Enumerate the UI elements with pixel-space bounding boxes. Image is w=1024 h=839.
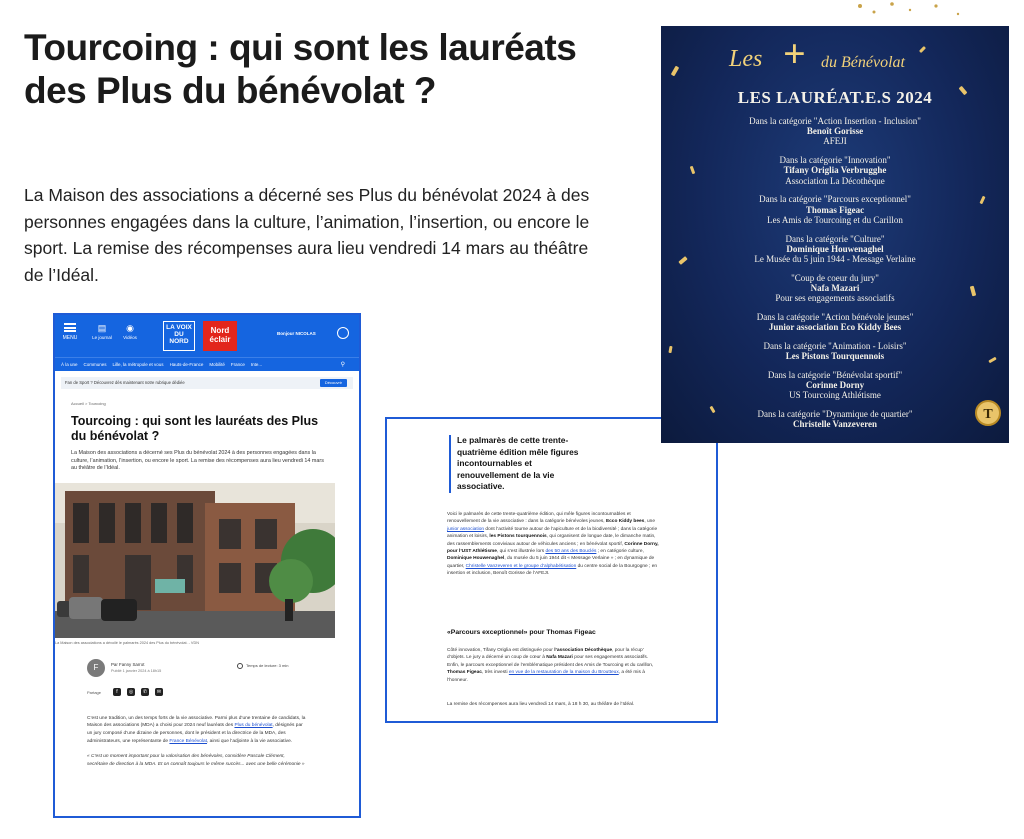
laureate-entry (661, 273, 1009, 304)
nav-item[interactable]: À la une (61, 362, 78, 367)
laureate-org: Le Musée du 5 juin 1944 - Message Verlaine (754, 254, 916, 265)
laureate-entry (661, 234, 1009, 265)
nav-item[interactable]: Lille, la métropole et vous (112, 362, 164, 367)
breadcrumb[interactable]: Accueil > Tourcoing (71, 401, 106, 406)
publish-date: Publié 1 janvier 2024 à 18h15 (111, 668, 162, 673)
text: l’association Décothèque (554, 648, 613, 653)
text: , a été mis à l’honneur. (447, 670, 645, 683)
article-quote: « C’est un moment important pour la valorisation des bénévoles, considère Pascale Clément, secrétaire de direction à la MDA. Et on connaît toujours le même succès... avec une belle cérémonie » (87, 754, 305, 767)
whatsapp-icon[interactable]: ✆ (142, 688, 148, 695)
body-text: , désignés par un jury composé d’une dizaine de personnes, dont le président et la directrice de la MDA, des administrateurs, une représentante de (87, 723, 303, 744)
text: , une (644, 519, 655, 525)
text: , très investi (481, 670, 509, 676)
laureate-category: "Coup de coeur du jury" (791, 272, 879, 283)
text: Ecco Kiddy bees (605, 519, 645, 525)
laureate-name: Corinne Dorny (805, 380, 865, 391)
excerpt-subhead: «Parcours exceptionnel» pour Thomas Figeac (447, 629, 596, 636)
videos-button[interactable] (119, 323, 141, 340)
nav-item[interactable]: Hauts-de-France (169, 362, 204, 367)
laureate-entry (661, 409, 1009, 429)
laureate-category: Dans la catégorie "Action Insertion - Inclusion" (749, 116, 921, 126)
site-header (55, 315, 359, 357)
poster-du-benevolat: du Bénévolat (821, 54, 905, 71)
author-name[interactable]: Par Fanny Sarrot (111, 661, 145, 667)
laureates-poster (661, 26, 1009, 443)
discover-button[interactable]: Découvrir (320, 379, 347, 387)
laureate-name: Junior association Eco Kiddy Bees (768, 322, 902, 333)
text: Thomas Figeac (447, 670, 482, 676)
excerpt-paragraph-2 (447, 647, 661, 684)
page-lede: La Maison des associations a décerné ses Plus du bénévolat 2024 à des personnes engagées dans la culture, l’animation, l’insertion, ou encore le sport. La remise des récompenses aura lieu vendredi 14 mars au théâtre de l’Idéal. (71, 450, 324, 472)
junior-association-link[interactable]: junior association (447, 526, 485, 532)
building-photo (55, 483, 335, 638)
site-nav (55, 357, 359, 371)
excerpt-paragraph-3: La remise des récompenses aura lieu vendredi 14 mars, à 18 h 30, au théâtre de l’Idéal. (447, 702, 635, 707)
text: dont l’activité tourne autour de l’apiculture et de la biodiversité ; dans la catégorie animation et loisirs, (447, 526, 658, 540)
nav-item[interactable]: Inte... (250, 362, 263, 367)
excerpt-paragraph-1 (447, 511, 661, 578)
laureate-name: Tifany Origlia Verbrugghe (783, 165, 887, 176)
menu-button[interactable] (61, 323, 79, 341)
broutteux-link[interactable]: en vue de la restauration de la maison du Broutteux (508, 670, 619, 676)
poster-les: Les (729, 46, 763, 72)
nav-item[interactable]: France (230, 362, 245, 367)
france-benevolat-link[interactable]: France Bénévolat (169, 738, 208, 744)
laureate-org: Les Amis de Tourcoing et du Carillon (767, 214, 903, 225)
text: , qui organisent de longue date, le dimanche matin, des rassemblements conviviaux autour de véhicules anciens ; en bénévolat sportif, (447, 534, 656, 547)
laureate-name: Nafa Mazari (810, 283, 860, 294)
text: , pour la récup’ d’objets. Le jury a décerné un coup de cœur à (447, 648, 644, 661)
text: ; en catégorie culture, (596, 549, 644, 555)
sport-banner (61, 377, 353, 389)
user-greeting[interactable]: Bonjour NICOLAS (277, 331, 316, 336)
clock-icon (237, 663, 243, 669)
videos-label: Vidéos (123, 335, 137, 340)
body-text: , ainsi que l’adjointe à la vie associative. (207, 738, 293, 744)
excerpt-screenshot (385, 417, 718, 723)
laureate-org: Pour ses engagements associatifs (775, 293, 895, 304)
laureate-entry (661, 341, 1009, 361)
laureate-name: Les Pistons Tourquennois (785, 351, 885, 362)
text: , qui s’est illustrée lors (496, 549, 546, 555)
laureate-name: Christelle Vanzeveren (792, 419, 878, 430)
laureate-org: Association La Décothèque (785, 175, 885, 186)
play-icon: ◉ (126, 323, 134, 333)
laureate-name: Thomas Figeac (805, 204, 865, 215)
article-photo (55, 483, 335, 638)
journal-button[interactable] (91, 323, 113, 340)
read-time-label: Temps de lecture: 3 min (246, 662, 289, 668)
text: Voici le palmarès de cette trente-quatrième édition, qui mêle figures incontournables et renouvellement de la vie associative : dans la catégorie bénévoles jeunes, (447, 512, 631, 525)
laureate-entry (661, 370, 1009, 401)
hamburger-icon (64, 323, 76, 332)
laureate-entry (661, 155, 1009, 186)
text: , du musée du 5 juin 1944 dit « Message Verlaine » ; en dynamique de quartier, (447, 556, 655, 569)
author-block (55, 659, 359, 685)
text: Dominique Houwenaghel (447, 556, 505, 562)
laureate-entry (661, 194, 1009, 225)
laureate-entry (661, 116, 1009, 147)
laureate-org: AFEJI (823, 136, 847, 147)
text: Corinne Dorny, pour l’UST Athlétisme (447, 541, 659, 555)
laureate-category: Dans la catégorie "Parcours exceptionnel" (759, 194, 911, 205)
alphabetisation-link[interactable]: Christelle Vanzeveren et le groupe d’alphabétisation (465, 563, 577, 569)
medal-icon: T (975, 400, 1001, 426)
page-title: Tourcoing : qui sont les lauréats des Plus du bénévolat ? (71, 414, 319, 443)
text: pour ses engagements associatifs. Enfin, le parcours exceptionnel de l’emblématique président des Amis de Tourcoing et du carillon, (447, 655, 654, 668)
laureate-org: US Tourcoing Athlétisme (789, 390, 881, 401)
laureate-category: Dans la catégorie "Animation - Loisirs" (763, 341, 907, 352)
search-icon[interactable]: ⚲ (340, 362, 345, 368)
pullquote: Le palmarès de cette trente-quatrième édition mêle figures incontournables et renouvellement de la vie associative. (449, 435, 579, 493)
laureate-name: Benoît Gorisse (806, 126, 864, 137)
nav-item[interactable]: Communes (83, 362, 107, 367)
poster-title: LES LAURÉAT.E.S 2024 (737, 88, 933, 107)
text: les Pistons tourquennois (489, 534, 547, 540)
user-icon[interactable] (337, 327, 349, 339)
article-body (87, 715, 307, 745)
laureate-entry (661, 312, 1009, 332)
nav-item[interactable]: Mobilité (209, 362, 225, 367)
menu-label: MENU (62, 335, 78, 341)
site-screenshot (53, 313, 361, 818)
article-headline: Tourcoing : qui sont les lauréats des Plus du bénévolat ? (24, 27, 577, 111)
avatar[interactable]: F (87, 659, 105, 677)
journal-label: Le journal (92, 335, 112, 340)
laureate-category: Dans la catégorie "Bénévolat sportif" (767, 370, 903, 381)
share-label: Partage (87, 689, 102, 695)
laureate-category: Dans la catégorie "Innovation" (779, 155, 891, 166)
share-bar (55, 687, 359, 699)
banner-text: Fan de Sport ? Découvrez dès maintenant notre rubrique dédiée (65, 380, 185, 385)
sparkle-icon (840, 0, 970, 22)
text: Côté innovation, Tifany Origlia est distinguée pour (447, 648, 555, 653)
voix-du-nord-logo[interactable]: LA VOIX DU NORD (163, 321, 195, 351)
bouclés-link[interactable]: des 50 ans des Bouclés (545, 549, 597, 555)
nord-eclair-logo[interactable]: Nord éclair (203, 321, 237, 351)
poster-plus: + (783, 31, 806, 76)
facebook-icon[interactable]: f (113, 688, 121, 696)
newspaper-icon: ▤ (97, 323, 107, 333)
article-lede: La Maison des associations a décerné ses Plus du bénévolat 2024 à des personnes engagées dans la culture, l’animation, l’insertion, ou encore le sport. La remise des récompenses aura lieu vendredi 14 mars au théâtre de l’Idéal. (24, 185, 590, 285)
laureate-category: Dans la catégorie "Culture" (785, 233, 885, 244)
laureate-category: Dans la catégorie "Action bénévole jeunes" (756, 312, 914, 323)
read-time (237, 663, 288, 669)
plus-benevolat-link[interactable]: Plus du bénévolat (234, 723, 273, 729)
messenger-icon[interactable]: ◎ (128, 688, 134, 695)
body-text: C’est une tradition, un des temps forts de la vie associative. Parmi plus d’une trentaine de candidats, la Maison des associations (MDA) a choisi pour 2024 neuf lauréats des (87, 715, 306, 729)
laureate-name: Dominique Houwenaghel (786, 243, 884, 254)
laureates-list (661, 116, 1009, 438)
photo-caption: La Maison des associations a dévoilé le palmarès 2024 des Plus du bénévolat. - VDN (55, 640, 199, 645)
email-icon[interactable]: ✉ (156, 688, 162, 695)
text: Nafa Mazari (546, 655, 573, 661)
text: du centre social de la Bourgogne ; en insertion et inclusion, Benoît Gorisse de l’AFEJI. (447, 563, 658, 577)
laureate-category: Dans la catégorie "Dynamique de quartier" (757, 409, 913, 420)
